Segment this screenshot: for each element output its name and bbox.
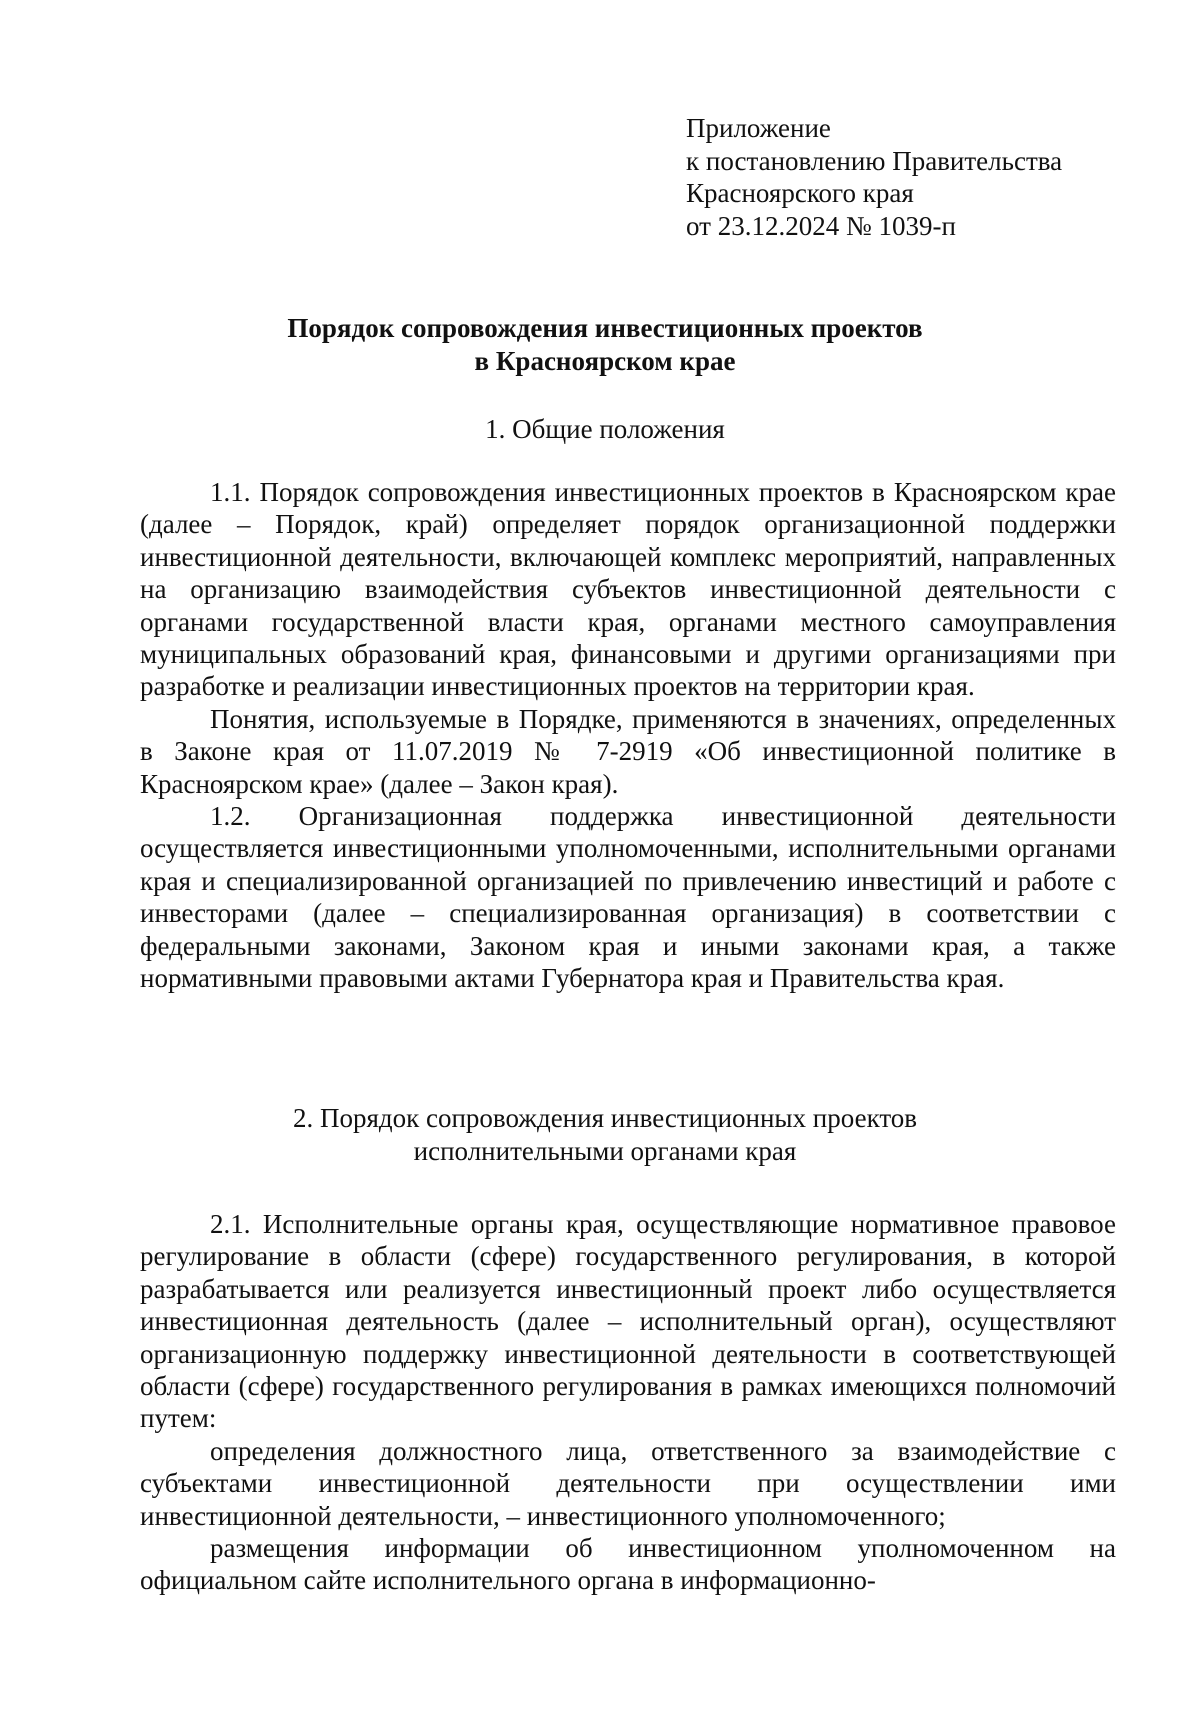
document-title — [140, 312, 1070, 378]
paragraph-list-item: размещения информации об инвестиционном уполномоченном на официальном сайте исполнительного органа в информационно- — [140, 1533, 1116, 1596]
paragraph-1-2: 1.2. Организационная поддержка инвестиционной деятельности осуществляется инвестиционными уполномоченными, исполнительными органами края и специализированной организацией по привлечению инвестиций и работе с инвесторами (далее – специализированная организация) в соответствии с федеральными законами, Законом края и иными законами края, а также нормативными правовыми актами Губернатора края и Правительства края. — [140, 801, 1116, 994]
appendix-line: Приложение — [686, 113, 831, 143]
paragraph-1-1: 1.1. Порядок сопровождения инвестиционных проектов в Красноярском крае (далее – Порядок, край) определяет порядок организационной поддержки инвестиционной деятельности, включающей комплекс мероприятий, направленных на организацию взаимодействия субъектов инвестиционной деятельности с органами государственной власти края, органами местного самоуправления муниципальных образований края, финансовыми и другими организациями при разработке и реализации инвестиционных проектов на территории края. — [140, 477, 1116, 702]
paragraph-definitions: Понятия, используемые в Порядке, применяются в значениях, определенных в Законе края от 11.07.2019 № 7-2919 «Об инвестиционной политике в Красноярском крае» (далее – Закон края). — [140, 703, 1116, 799]
appendix-line: Красноярского края — [686, 178, 914, 208]
section-heading-text: исполнительными органами края — [413, 1136, 797, 1166]
appendix-header — [686, 112, 1146, 242]
section-1-heading — [140, 413, 1070, 446]
section-1-body — [140, 476, 1116, 995]
section-heading-text: 2. Порядок сопровождения инвестиционных проектов — [292, 1103, 918, 1133]
section-2-heading — [140, 1102, 1070, 1168]
paragraph-list-item: определения должностного лица, ответственного за взаимодействие с субъектами инвестиционной деятельности при осуществлении ими инвестиционной деятельности, – инвестиционного уполномоченного; — [140, 1435, 1116, 1531]
section-heading-text: 1. Общие положения — [485, 414, 725, 444]
appendix-line: к постановлению Правительства — [686, 145, 1063, 176]
section-2-body — [140, 1208, 1116, 1597]
document-title-line: Порядок сопровождения инвестиционных проектов — [287, 313, 923, 343]
document-title-line: в Красноярском крае — [474, 346, 736, 376]
paragraph-2-1: 2.1. Исполнительные органы края, осуществляющие нормативное правовое регулирование в области (сфере) государственного регулирования, в которой разрабатывается или реализуется инвестиционный проект либо осуществляется инвестиционная деятельность (далее – исполнительный орган), осуществляют организационную поддержку инвестиционной деятельности в соответствующей области (сфере) государственного регулирования в рамках имеющихся полномочий путем: — [140, 1209, 1116, 1434]
appendix-date-number: от 23.12.2024 № 1039-п — [686, 210, 956, 241]
